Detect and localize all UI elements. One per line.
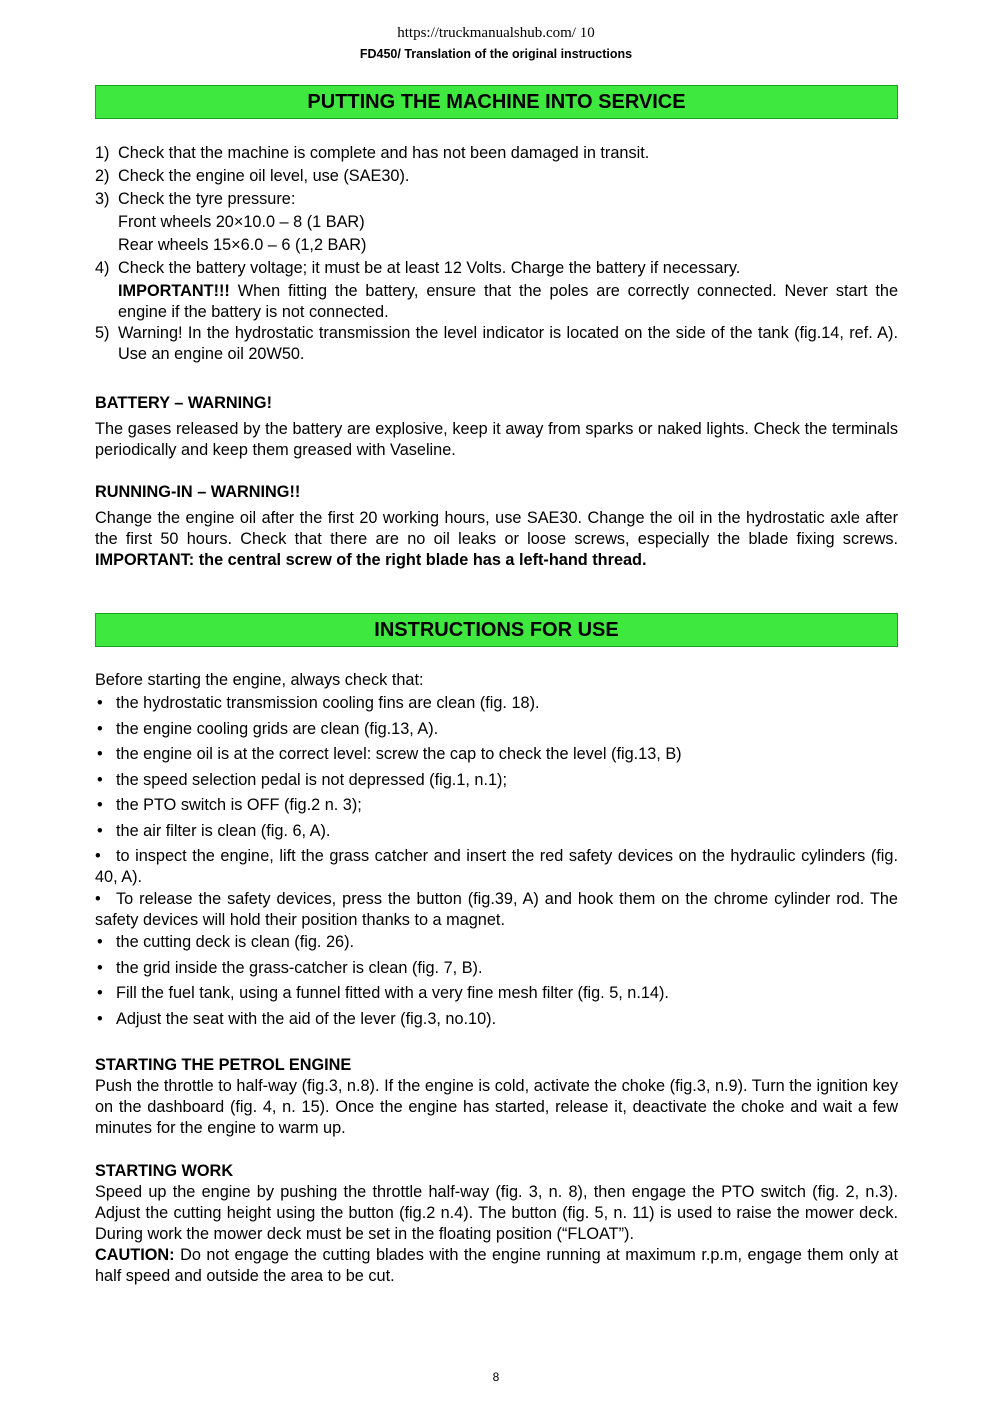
running-in-text xyxy=(95,508,898,571)
bullet-icon: • xyxy=(97,984,103,1002)
running-in-heading: RUNNING-IN – WARNING!! xyxy=(95,483,301,501)
bullet-text: the cutting deck is clean (fig. 26). xyxy=(116,933,355,951)
item-number: 3) xyxy=(95,190,110,208)
item-subline: Front wheels 20×10.0 – 8 (1 BAR) xyxy=(118,213,365,231)
section-banner-service: PUTTING THE MACHINE INTO SERVICE xyxy=(95,85,898,119)
bullet-text: to inspect the engine, lift the grass catcher and insert the red safety devices on the hydraulic cylinders (fig. 40, A). xyxy=(95,847,898,886)
item-text: Warning! In the hydrostatic transmission the level indicator is located on the side of the tank (fig.14, ref. A). Use an engine oil 20W50. xyxy=(118,324,898,363)
bullet-text: Adjust the seat with the aid of the lever (fig.3, no.10). xyxy=(116,1009,497,1028)
starting-work-heading: STARTING WORK xyxy=(95,1162,234,1180)
caution-text: Do not engage the cutting blades with the engine running at maximum r.p.m, engage them only at half speed and outside the area to be cut. xyxy=(95,1246,898,1285)
list-item xyxy=(95,143,898,166)
item-text: Check the tyre pressure: xyxy=(118,190,296,208)
header-subtitle: FD450/ Translation of the original instructions xyxy=(359,47,633,61)
caution-label: CAUTION: xyxy=(95,1246,175,1264)
battery-text: The gases released by the battery are explosive, keep it away from sparks or naked lights. Check the terminals periodically and keep them greased with Vaseline. xyxy=(95,420,898,459)
item-text: Check the engine oil level, use (SAE30). xyxy=(118,167,410,185)
list-item xyxy=(95,189,898,258)
bullet-icon: • xyxy=(97,770,103,789)
list-item xyxy=(95,846,898,888)
starting-work-section xyxy=(95,1161,898,1287)
item-text: Check that the machine is complete and has not been damaged in transit. xyxy=(118,144,650,162)
bullet-icon: • xyxy=(97,1009,103,1028)
page-number: 8 xyxy=(492,1370,500,1384)
bullet-icon: • xyxy=(95,847,101,865)
bullet-icon: • xyxy=(97,719,103,738)
item-text: Check the battery voltage; it must be at least 12 Volts. Charge the battery if necessary. xyxy=(118,259,741,277)
list-item xyxy=(95,770,898,796)
bullet-icon: • xyxy=(97,958,103,977)
item-number: 2) xyxy=(95,167,110,185)
list-item xyxy=(95,889,898,931)
list-item xyxy=(95,166,898,189)
list-item xyxy=(95,693,898,719)
bullet-icon: • xyxy=(97,821,103,840)
important-label: IMPORTANT!!! xyxy=(118,282,230,300)
bullet-text: the engine oil is at the correct level: screw the cap to check the level (fig.13, B) xyxy=(116,745,682,763)
running-in-warning xyxy=(95,482,898,571)
bullet-text: To release the safety devices, press the button (fig.39, A) and hook them on the chrome cylinder rod. The safety devices will hold their position thanks to a magnet. xyxy=(95,890,898,929)
item-subline: Rear wheels 15×6.0 – 6 (1,2 BAR) xyxy=(118,236,367,254)
running-in-body: Change the engine oil after the first 20 working hours, use SAE30. Change the oil in the hydrostatic axle after the first 50 hours. Check that there are no oil leaks or loose screws, especially the blade fixing screws. xyxy=(95,509,898,548)
starting-engine-section xyxy=(95,1055,898,1139)
bullet-icon: • xyxy=(95,890,101,908)
item-number: 5) xyxy=(95,324,110,342)
bullet-icon: • xyxy=(97,694,103,712)
item-number: 4) xyxy=(95,259,110,277)
starting-work-caution xyxy=(95,1245,898,1287)
starting-work-text: Speed up the engine by pushing the throttle half-way (fig. 3, n. 8), then engage the PTO switch (fig. 2, n.3). Adjust the cutting height using the button (fig.2 n.4). The button (fig. 5, n. 11) is used to raise the mower deck. During work the mower deck must be set in the floating position (“FLOAT”). xyxy=(95,1183,898,1243)
list-item xyxy=(95,958,898,984)
bullet-text: the grid inside the grass-catcher is clean (fig. 7, B). xyxy=(116,958,483,977)
item-number: 1) xyxy=(95,144,110,162)
list-item xyxy=(95,744,898,770)
bullet-icon: • xyxy=(97,745,103,763)
bullet-text: the PTO switch is OFF (fig.2 n. 3); xyxy=(116,796,362,814)
starting-engine-heading: STARTING THE PETROL ENGINE xyxy=(95,1056,352,1074)
section-banner-instructions: INSTRUCTIONS FOR USE xyxy=(95,613,898,647)
list-item xyxy=(95,719,898,745)
bullet-text: the hydrostatic transmission cooling fins are clean (fig. 18). xyxy=(116,694,540,712)
instructions-intro: Before starting the engine, always check that: xyxy=(95,671,424,689)
bullet-icon: • xyxy=(97,796,103,814)
bullet-icon: • xyxy=(97,933,103,951)
service-checklist xyxy=(95,143,898,365)
item-important xyxy=(118,281,898,323)
battery-warning xyxy=(95,393,898,461)
bullet-text: Fill the fuel tank, using a funnel fitted with a very fine mesh filter (fig. 5, n.14). xyxy=(116,984,669,1002)
bullet-text: the speed selection pedal is not depressed (fig.1, n.1); xyxy=(116,770,507,789)
list-item xyxy=(95,1009,898,1035)
starting-engine-text: Push the throttle to half-way (fig.3, n.8). If the engine is cold, activate the choke (fig.3, n.9). Turn the ignition key on the dashboard (fig. 4, n. 15). Once the engine has started, release it, deactivate the choke and wait a few minutes for the engine to warm up. xyxy=(95,1077,898,1137)
important-text: When fitting the battery, ensure that the poles are correctly connected. Never start the engine if the battery is not connected. xyxy=(118,282,898,321)
list-item xyxy=(95,932,898,958)
battery-heading: BATTERY – WARNING! xyxy=(95,394,272,412)
list-item xyxy=(95,983,898,1009)
running-in-important: IMPORTANT: the central screw of the right blade has a left-hand thread. xyxy=(95,551,647,569)
bullet-text: the engine cooling grids are clean (fig.13, A). xyxy=(116,719,439,738)
list-item xyxy=(95,821,898,847)
list-item xyxy=(95,258,898,323)
header-url: https://truckmanualshub.com/ 10 xyxy=(397,25,595,41)
list-item xyxy=(95,795,898,821)
instructions-list xyxy=(95,670,898,1034)
bullet-text: the air filter is clean (fig. 6, A). xyxy=(116,821,331,840)
list-item xyxy=(95,323,898,365)
